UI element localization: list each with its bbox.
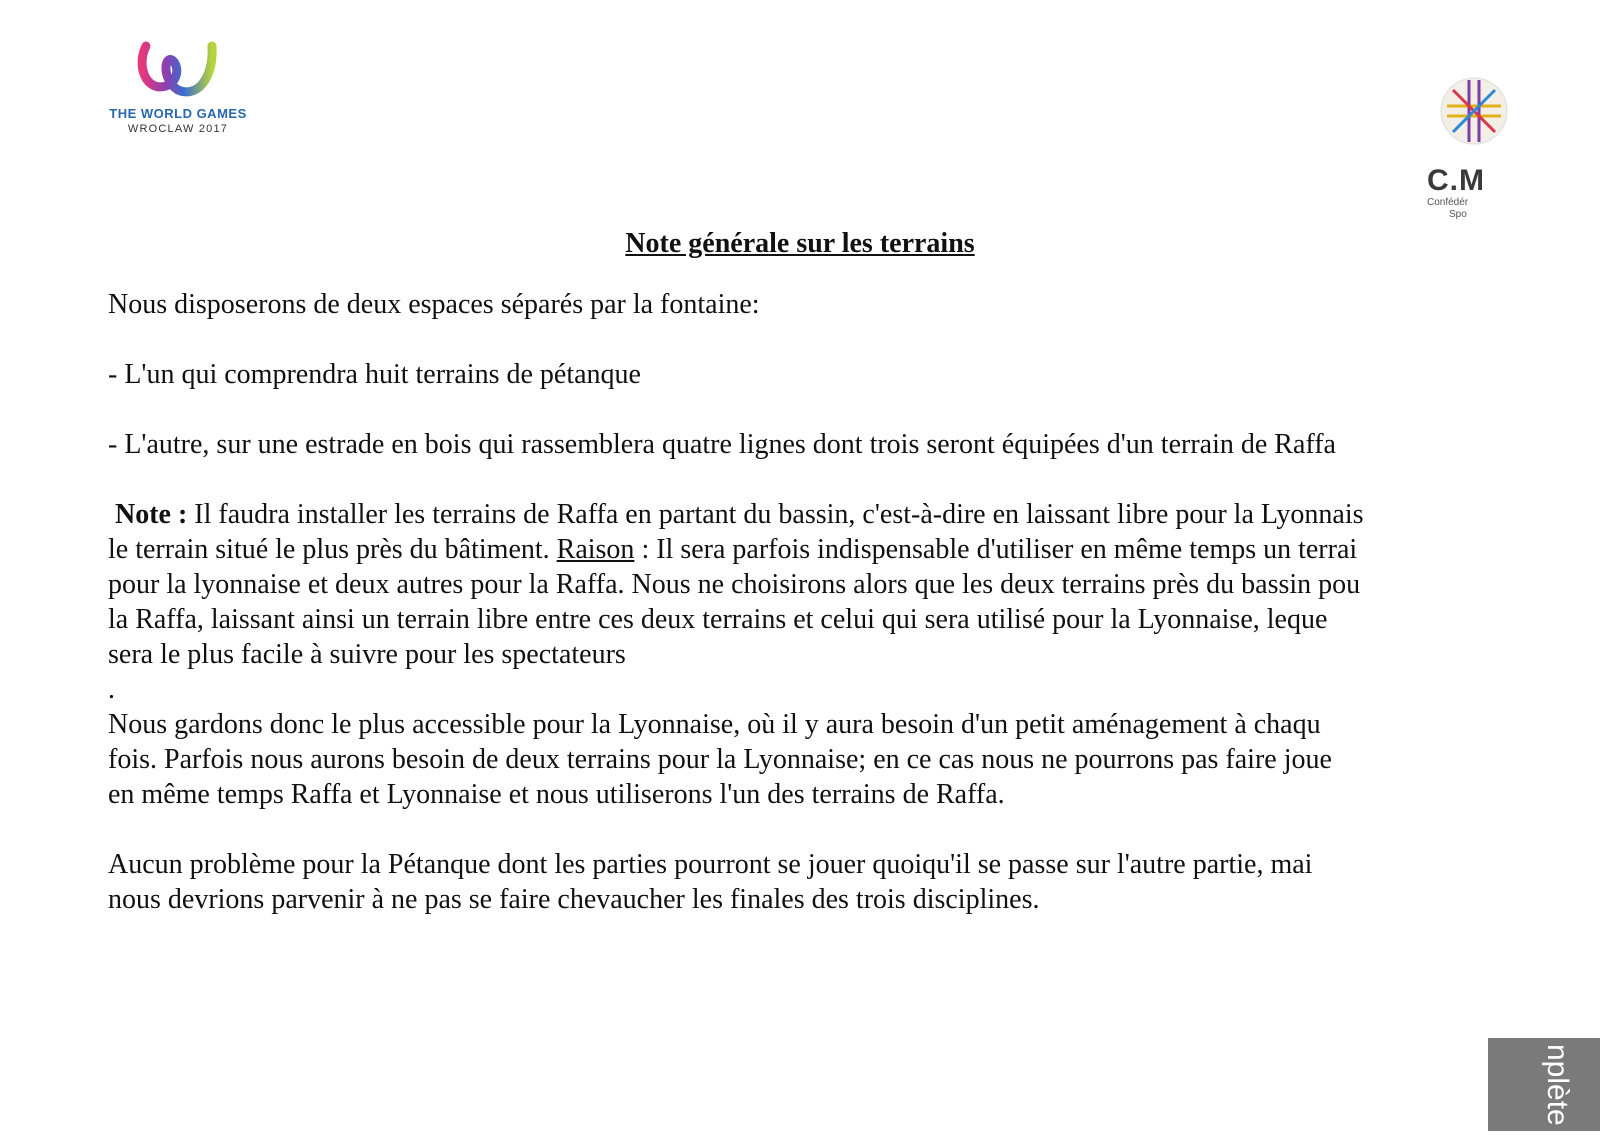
cmsb-logo-subtitle-2: Spo bbox=[1449, 209, 1467, 220]
paragraph-lyonnaise-line-2: fois. Parfois nous aurons besoin de deux terrains pour la Lyonnaise; en ce cas nous ne pourrons pas faire joue bbox=[108, 744, 1332, 775]
intro-paragraph: Nous disposerons de deux espaces séparés par la fontaine: bbox=[108, 289, 760, 320]
paragraph-lyonnaise-line-3: en même temps Raffa et Lyonnaise et nous utiliserons l'un des terrains de Raffa. bbox=[108, 779, 1005, 810]
note-line-2-start: le terrain situé le plus près du bâtiment. bbox=[108, 534, 557, 565]
side-panel-label: nplète r bbox=[1541, 1044, 1574, 1144]
bullet-item-1: - L'un qui comprendra huit terrains de pétanque bbox=[108, 359, 641, 390]
note-line-4: la Raffa, laissant ainsi un terrain libre entre ces deux terrains et celui qui sera utilisé pour la Lyonnaise, leque bbox=[108, 604, 1328, 635]
side-panel-tab[interactable] bbox=[1488, 1038, 1600, 1144]
paragraph-lyonnaise bbox=[108, 707, 1508, 812]
note-line-1-text: Il faudra installer les terrains de Raffa en partant du bassin, c'est-à-dire en laissant libre pour la Lyonnais bbox=[187, 499, 1364, 530]
note-line-5: sera le plus facile à suivre pour les spectateurs bbox=[108, 639, 626, 670]
world-games-logo-title: THE WORLD GAMES bbox=[109, 106, 247, 121]
note-line-2 bbox=[108, 532, 1508, 567]
paragraph-lyonnaise-line-1: Nous gardons donc le plus accessible pour la Lyonnaise, où il y aura besoin d'un petit aménagement à chaqu bbox=[108, 709, 1321, 740]
bullet-item-2: - L'autre, sur une estrade en bois qui rassemblera quatre lignes dont trois seront équipées d'un terrain de Raffa bbox=[108, 429, 1336, 460]
note-label: Note : bbox=[115, 499, 188, 530]
note-line-1 bbox=[108, 497, 1508, 532]
note-line-3: pour la lyonnaise et deux autres pour la Raffa. Nous ne choisirons alors que les deux terrains près du bassin pou bbox=[108, 569, 1361, 600]
cmsb-logo-letters: C.M bbox=[1427, 164, 1485, 197]
globe-icon bbox=[1439, 76, 1509, 146]
raison-label: Raison bbox=[556, 534, 635, 565]
cmsb-logo bbox=[1427, 76, 1507, 220]
paragraph-petanque-line-1: Aucun problème pour la Pétanque dont les parties pourront se jouer quoiqu'il se passe sur l'autre partie, mai bbox=[108, 849, 1313, 880]
note-line-2-end: : Il sera parfois indispensable d'utiliser en même temps un terrai bbox=[634, 534, 1358, 565]
paragraph-petanque bbox=[108, 847, 1508, 917]
paragraph-petanque-line-2: nous devrions parvenir à ne pas se faire chevaucher les finales des trois disciplines. bbox=[108, 884, 1040, 915]
world-games-logo bbox=[108, 36, 248, 156]
note-paragraph bbox=[108, 497, 1508, 707]
world-games-emblem-icon bbox=[132, 36, 224, 100]
note-dot: . bbox=[108, 674, 115, 705]
page-title: Note générale sur les terrains bbox=[625, 228, 975, 259]
world-games-logo-subtitle: WROCLAW 2017 bbox=[127, 123, 229, 135]
cmsb-logo-subtitle-1: Confédér bbox=[1427, 197, 1469, 208]
